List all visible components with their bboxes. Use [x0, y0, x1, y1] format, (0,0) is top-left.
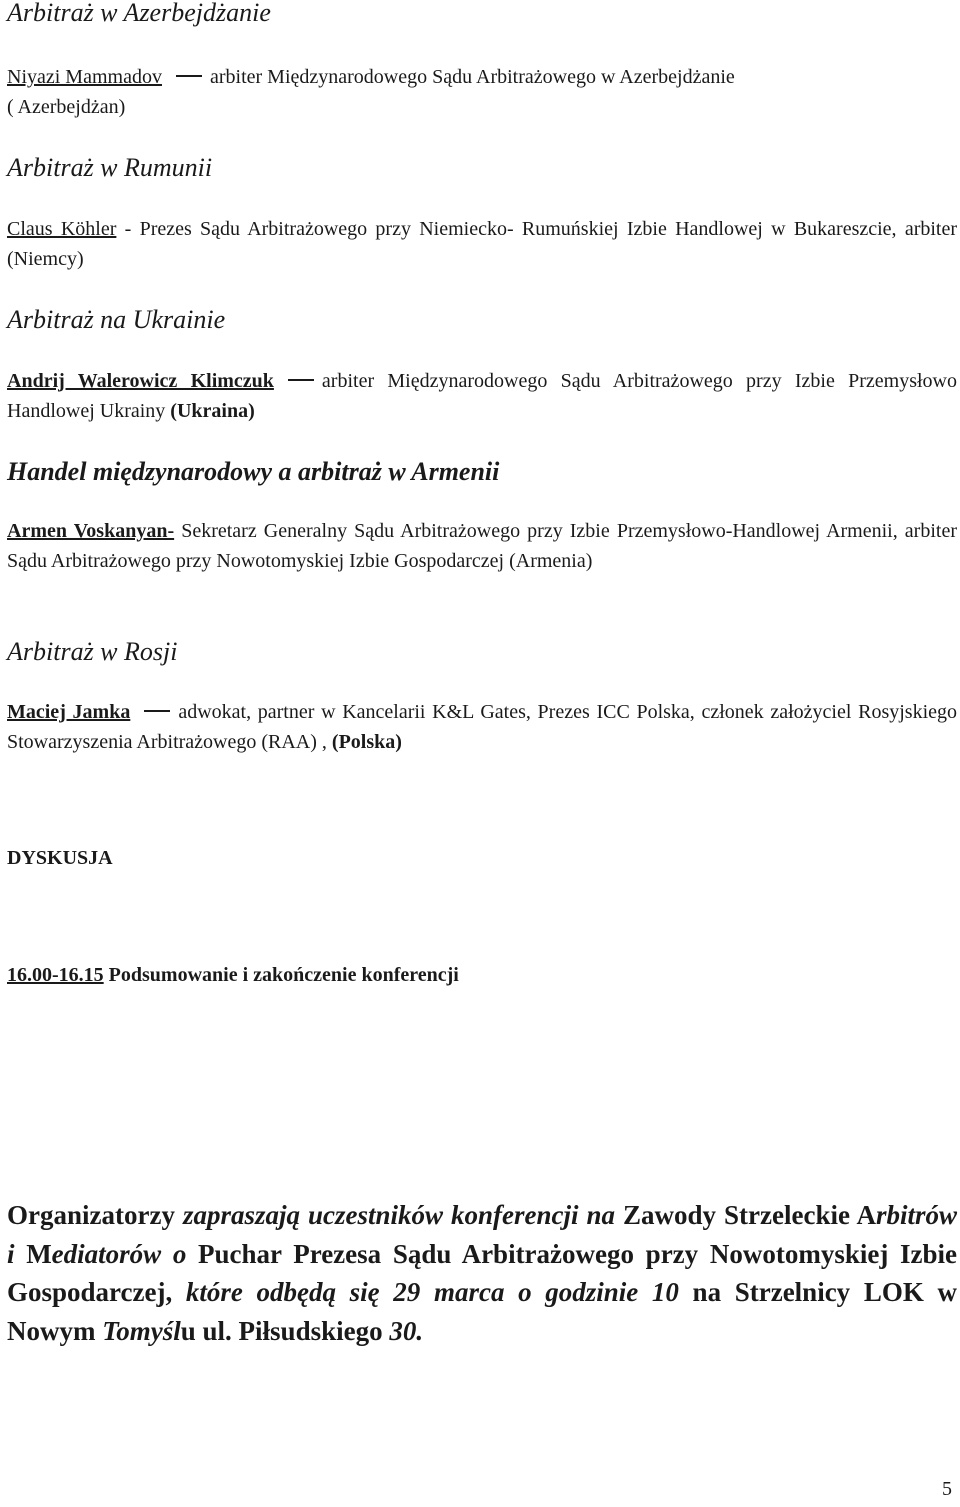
- section-heading-armenia: Handel międzynarodowy a arbitraż w Armenii: [7, 457, 500, 486]
- speaker-name: Niyazi Mammadov: [7, 66, 162, 88]
- dash-separator: [176, 75, 202, 77]
- closing-time: 16.00-16.15: [7, 964, 104, 986]
- speaker-description: arbiter Międzynarodowego Sądu Arbitrażowego w Azerbejdżanie: [209, 66, 735, 88]
- speaker-entry-russia: [7, 697, 957, 757]
- discussion-label: DYSKUSJA: [7, 847, 113, 869]
- invitation-text-italic: 30.: [389, 1315, 424, 1346]
- section-heading-ukraine: Arbitraż na Ukrainie: [7, 305, 226, 334]
- section-heading-romania: Arbitraż w Rumunii: [7, 153, 213, 182]
- speaker-description: adwokat, partner w Kancelarii K&L Gates, Prezes ICC Polska, członek założyciel Rosyjskiego Stowarzyszenia Arbitrażowego (RAA) ,: [7, 701, 957, 753]
- speaker-name: Claus Köhler: [7, 218, 117, 240]
- dash-separator: [288, 379, 314, 381]
- invitation-text-italic: zapraszają uczestników konferencji na: [182, 1200, 616, 1230]
- invitation-text: Organizatorzy: [7, 1200, 183, 1230]
- invitation-text: Zawody Strzeleckie A: [615, 1200, 876, 1230]
- organizers-invitation: [7, 1196, 957, 1350]
- speaker-entry-romania: [7, 214, 957, 274]
- page-number: 5: [942, 1478, 952, 1500]
- closing-text: Podsumowanie i zakończenie konferencji: [103, 964, 459, 986]
- invitation-text-italic: które odbędą się 29 marca o godzinie 10: [185, 1277, 679, 1307]
- dash-separator: [144, 710, 170, 712]
- invitation-text: na Strzelnicy LOK w Nowym: [7, 1277, 957, 1346]
- invitation-text: u ul. Piłsudskiego: [180, 1315, 390, 1346]
- speaker-country: (Armenia): [509, 550, 593, 572]
- speaker-name: Maciej Jamka: [7, 701, 131, 723]
- section-heading-azerbaijan: Arbitraż w Azerbejdżanie: [7, 0, 271, 27]
- speaker-description: - Prezes Sądu Arbitrażowego przy Niemiecko- Rumuńskiej Izbie Handlowej w Bukareszcie, arbiter: [116, 218, 958, 240]
- invitation-text-italic: rbitrów i: [7, 1200, 958, 1269]
- speaker-country: (Ukraina): [170, 400, 255, 422]
- speaker-name: Armen Voskanyan-: [7, 520, 175, 542]
- speaker-description: arbiter Międzynarodowego Sądu Arbitrażowego przy Izbie Przemysłowo Handlowej Ukrainy: [7, 370, 957, 422]
- speaker-entry-ukraine: [7, 366, 957, 426]
- section-heading-russia: Arbitraż w Rosji: [7, 637, 178, 666]
- speaker-entry-azerbaijan: [7, 62, 957, 122]
- speaker-description: Sekretarz Generalny Sądu Arbitrażowego przy Izbie Przemysłowo-Handlowej Armenii, arbiter Sądu Arbitrażowego przy Nowotomyskiej Izbie Gospodarczej: [7, 520, 957, 572]
- speaker-name: Andrij Walerowicz Klimczuk: [7, 370, 274, 392]
- invitation-text-italic: Tomyśl: [102, 1315, 181, 1346]
- speaker-country: (Polska): [331, 731, 402, 753]
- invitation-text: Puchar Prezesa Sądu Arbitrażowego przy Nowotomyskiej Izbie Gospodarczej,: [7, 1238, 957, 1307]
- speaker-country: ( Azerbejdżan): [7, 96, 126, 118]
- speaker-entry-armenia: [7, 516, 957, 576]
- invitation-text: M: [26, 1238, 52, 1269]
- closing-line: [7, 960, 957, 990]
- speaker-country: (Niemcy): [7, 248, 84, 270]
- invitation-text-italic: ediatorów o: [51, 1238, 187, 1269]
